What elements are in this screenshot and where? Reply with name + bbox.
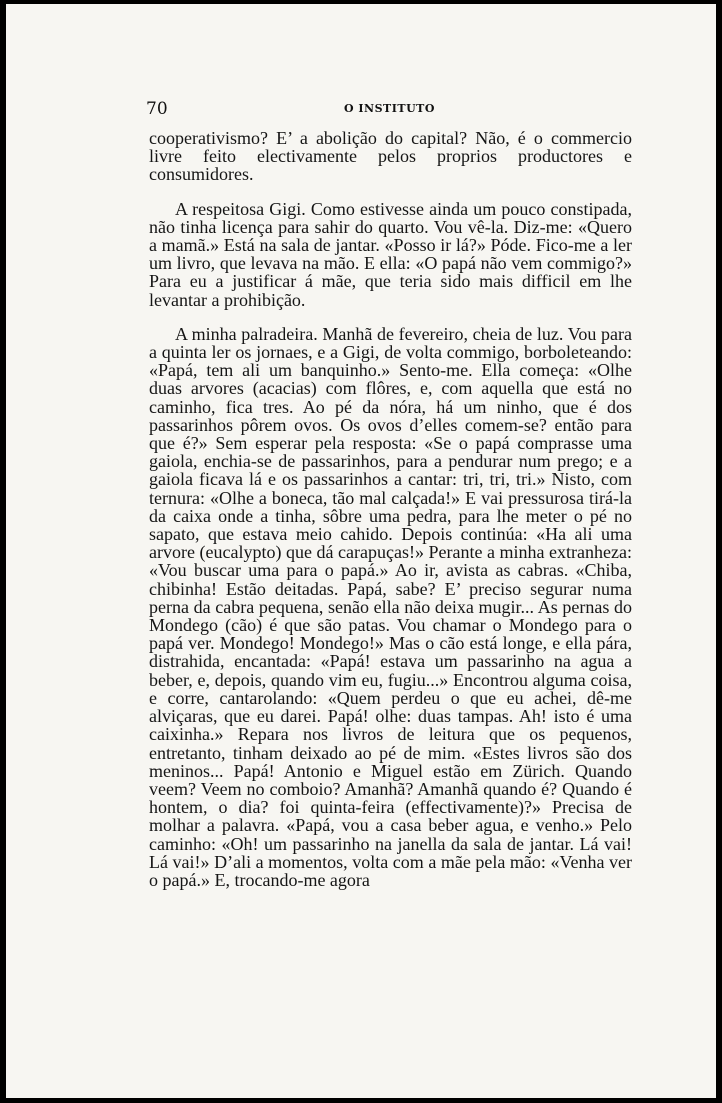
body-text bbox=[149, 129, 632, 889]
paragraph-3: A minha palradeira. Manhã de fevereiro, cheia de luz. Vou para a quinta ler os jornaes, e a Gigi, de volta commigo, borboleteando: «Papá, tem ali um banquinho.» Sento-me. Ella começa: «Olhe duas arvores (acacias) com flôres, e, com aquella que está no caminho, fica tres. Ao pé da nóra, há um ninho, que é dos passarinhos pôrem ovos. Os ovos d’elles comem-se? então para que é?» Sem esperar pela resposta: «Se o papá comprasse uma gaiola, enchia-se de passarinhos, para a pendurar num prego; e a gaiola ficava lá e os passarinhos a cantar: tri, tri, tri.» Nisto, com ternura: «Olhe a boneca, tão mal calçada!» E vai pressurosa tirá-la da caixa onde a tinha, sôbre uma pedra, para lhe meter o pé no sapato, que estava meio cahido. Depois continúa: «Ha ali uma arvore (eucalypto) que dá carapuças!» Perante a minha extranheza: «Vou buscar uma para o papá.» Ao ir, avista as cabras. «Chiba, chibinha! Estão deitadas. Papá, sabe? E’ preciso segurar numa perna da cabra pequena, senão ella não deixa mugir... As pernas do Mondego (cão) é que são patas. Vou chamar o Mondego para o papá ver. Mondego! Mondego!» Mas o cão está longe, e ella pára, distrahida, encantada: «Papá! estava um passarinho na agua a beber, e, depois, quando vim eu, fugiu...» Encontrou alguma coisa, e corre, cantarolando: «Quem perdeu o que eu achei, dê-me alviçaras, que eu darei. Papá! olhe: duas tampas. Ah! isto é uma caixinha.» Repara nos livros de leitura que os pequenos, entretanto, tinham deixado ao pé de mim. «Estes livros são dos meninos... Papá! Antonio e Miguel estão em Zürich. Quando veem? Veem no comboio? Amanhã? Amanhã quando é? Quando é hontem, o dia? foi quinta-feira (effectivamente)?» Precisa de molhar a palavra. «Papá, vou a casa beber agua, e venho.» Pelo caminho: «Oh! um passarinho na janella da sala de jantar. Lá vai! Lá vai!» D’ali a momentos, volta com a mãe pela mão: «Venha ver o papá.» E, trocando-me agora bbox=[149, 323, 632, 890]
page-number: 70 bbox=[146, 99, 168, 119]
page-header bbox=[146, 99, 631, 119]
paragraph-2: A respeitosa Gigi. Como estivesse ainda um pouco constipada, não tinha licença para sahir do quarto. Vou vê-la. Diz-me: «Quero a mamã.» Está na sala de jantar. «Posso ir lá?» Póde. Fico-me a ler um livro, que levava na mão. E ella: «O papá não vem commigo?» Para eu a justificar á mãe, que teria sido mais difficil em lhe levantar a prohibição. bbox=[149, 198, 632, 310]
running-head: O INSTITUTO bbox=[344, 102, 435, 115]
paragraph-1: cooperativismo? E’ a abolição do capital? Não, é o commercio livre feito electivamente pelos proprios productores e consumidores. bbox=[149, 128, 632, 185]
book-page bbox=[6, 4, 716, 1098]
